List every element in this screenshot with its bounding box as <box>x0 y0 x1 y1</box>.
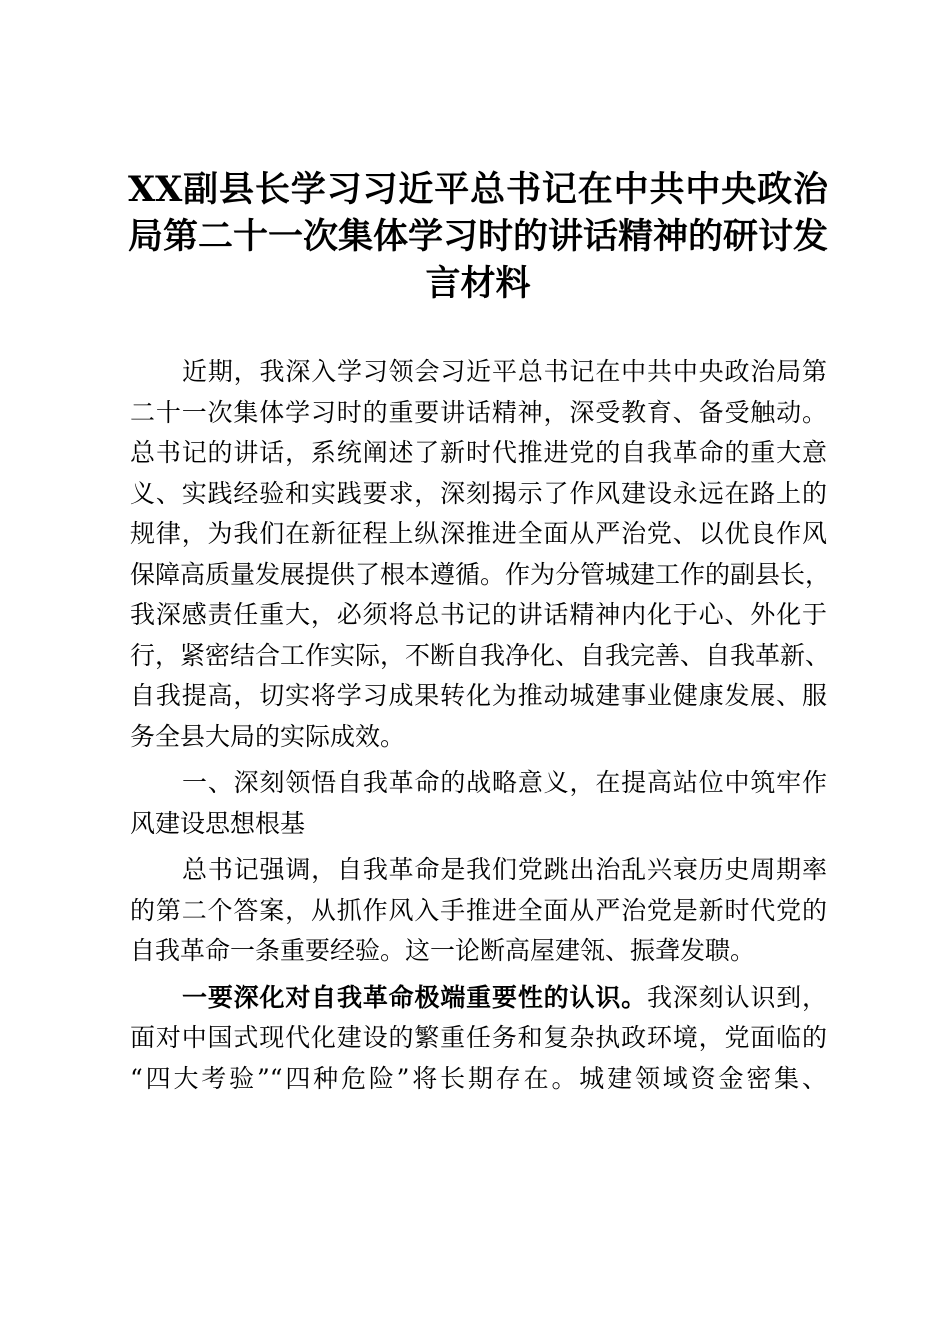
text-line: 的第二个答案，从抓作风入手推进全面从严治党是新时代党的 <box>130 895 827 925</box>
text-line: 行，紧密结合工作实际，不断自我净化、自我完善、自我革新、 <box>130 640 831 670</box>
title-line: XX副县长学习习近平总书记在中共中央政治 <box>128 169 828 210</box>
text-line: 总书记强调，自我革命是我们党跳出治乱兴衰历史周期率 <box>182 855 827 884</box>
document-body <box>130 352 831 1105</box>
bold-lead: 一要深化对自我革命极端重要性的认识。 <box>182 982 647 1012</box>
text-line: 面对中国式现代化建设的繁重任务和复杂执政环境，党面临的 <box>130 1023 827 1052</box>
paragraph <box>130 978 827 1100</box>
title-line: 局第二十一次集体学习时的讲话精神的研讨发 <box>128 216 829 257</box>
text-line: 总书记的讲话，系统阐述了新时代推进党的自我革命的重大意 <box>130 438 827 467</box>
text-line: 我深感责任重大，必须将总书记的讲话精神内化于心、外化于 <box>130 600 827 629</box>
text-line <box>130 978 827 1019</box>
text-line: 自我提高，切实将学习成果转化为推动城建事业健康发展、服 <box>130 681 827 710</box>
text-span: 我深刻认识到， <box>646 982 827 1012</box>
text-line: 保障高质量发展提供了根本遵循。作为分管城建工作的副县长， <box>130 559 831 589</box>
text-line: “四大考验”“四种危险”将长期存在。城建领域资金密集、 <box>130 1063 827 1093</box>
title-line: 言材料 <box>425 263 531 304</box>
heading-line: 一、深刻领悟自我革命的战略意义，在提高站位中筑牢作 <box>182 768 827 797</box>
text-line: 二十一次集体学习时的重要讲话精神，深受教育、备受触动。 <box>130 397 827 427</box>
text-line: 义、实践经验和实践要求，深刻揭示了作风建设永远在路上的 <box>130 478 827 508</box>
paragraph <box>130 850 827 972</box>
section-heading <box>130 763 827 844</box>
text-line: 自我革命一条重要经验。这一论断高屋建瓴、振聋发聩。 <box>130 936 756 965</box>
paragraph-intro <box>130 352 831 757</box>
text-line: 规律，为我们在新征程上纵深推进全面从严治党、以优良作风 <box>130 519 827 548</box>
document-title <box>128 166 828 307</box>
heading-line: 风建设思想根基 <box>130 808 306 838</box>
text-line: 务全县大局的实际成效。 <box>130 721 406 751</box>
text-line: 近期，我深入学习领会习近平总书记在中共中央政治局第 <box>182 357 827 386</box>
